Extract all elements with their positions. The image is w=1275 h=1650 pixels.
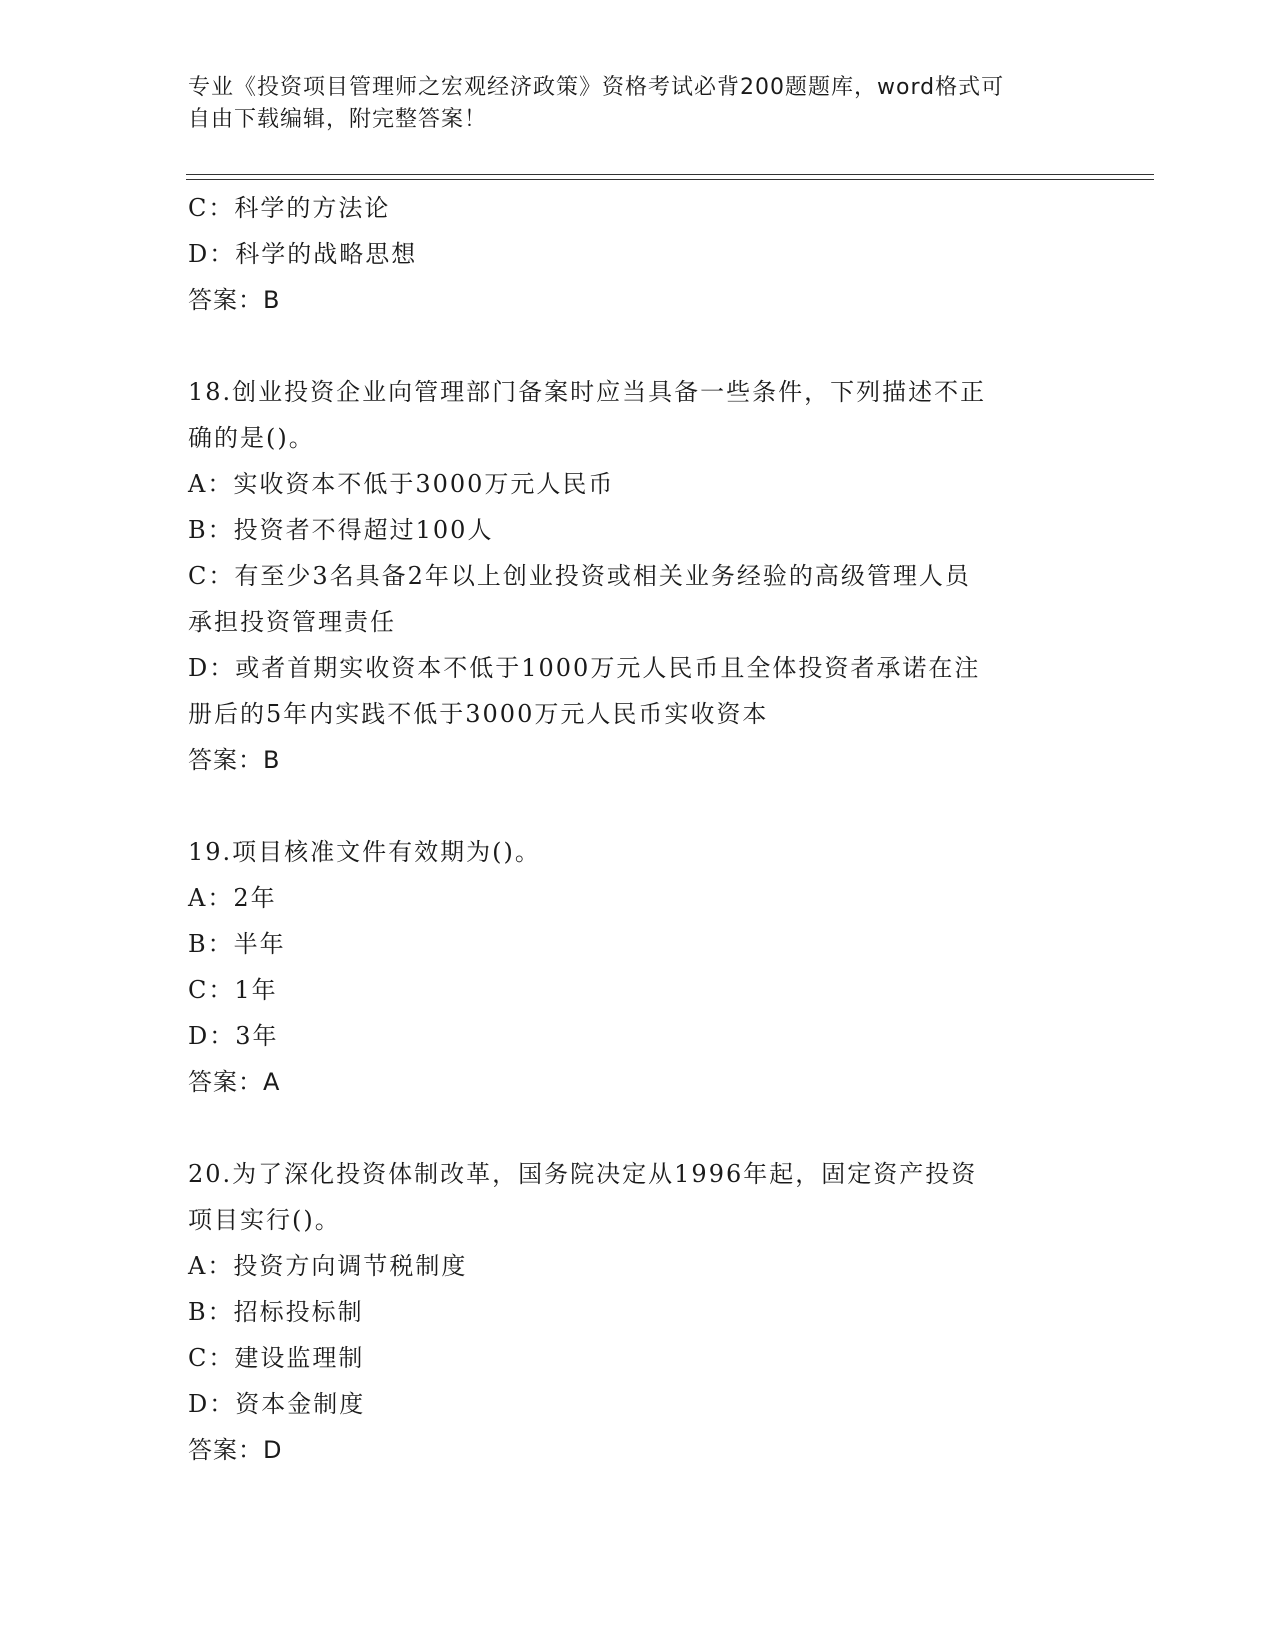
option-c: C：有至少3名具备2年以上创业投资或相关业务经验的高级管理人员 — [188, 562, 971, 590]
option-d: D：科学的战略思想 — [188, 240, 418, 268]
question-list — [188, 185, 1088, 1473]
question-stem: 18.创业投资企业向管理部门备案时应当具备一些条件，下列描述不正 — [188, 378, 987, 406]
option-a: A：2年 — [188, 884, 277, 912]
header-line-1: 专业《投资项目管理师之宏观经济政策》资格考试必背200题题库，word格式可 — [188, 75, 1005, 100]
option-c: C：建设监理制 — [188, 1344, 365, 1372]
option-c: C：科学的方法论 — [188, 194, 391, 222]
question-19 — [188, 829, 1088, 1105]
option-c: C：1年 — [188, 976, 278, 1004]
answer: 答案：D — [188, 1436, 283, 1464]
question-stem: 19.项目核准文件有效期为()。 — [188, 838, 541, 866]
answer: 答案：B — [188, 286, 281, 314]
spacer — [188, 783, 1088, 829]
option-d: D：或者首期实收资本不低于1000万元人民币且全体投资者承诺在注 — [188, 654, 981, 682]
header-rule-top — [186, 174, 1154, 175]
question-stem: 20.为了深化投资体制改革，国务院决定从1996年起，固定资产投资 — [188, 1160, 978, 1188]
question-stem-cont: 确的是()。 — [188, 424, 315, 452]
option-d: D：3年 — [188, 1022, 279, 1050]
answer: 答案：B — [188, 746, 281, 774]
spacer — [188, 1105, 1088, 1151]
option-d-cont: 册后的5年内实践不低于3000万元人民币实收资本 — [188, 700, 769, 728]
document-header — [188, 72, 1068, 136]
question-18 — [188, 369, 1088, 783]
header-line-2: 自由下载编辑，附完整答案！ — [188, 107, 488, 132]
option-a: A：实收资本不低于3000万元人民币 — [188, 470, 615, 498]
spacer — [188, 323, 1088, 369]
option-b: B：招标投标制 — [188, 1298, 364, 1326]
option-d: D：资本金制度 — [188, 1390, 366, 1418]
header-rule-bottom — [186, 179, 1154, 180]
question-17-tail — [188, 185, 1088, 323]
option-b: B：半年 — [188, 930, 286, 958]
answer: 答案：A — [188, 1068, 281, 1096]
question-20 — [188, 1151, 1088, 1473]
option-b: B：投资者不得超过100人 — [188, 516, 494, 544]
option-c-cont: 承担投资管理责任 — [188, 608, 396, 636]
option-a: A：投资方向调节税制度 — [188, 1252, 468, 1280]
question-stem-cont: 项目实行()。 — [188, 1206, 341, 1234]
